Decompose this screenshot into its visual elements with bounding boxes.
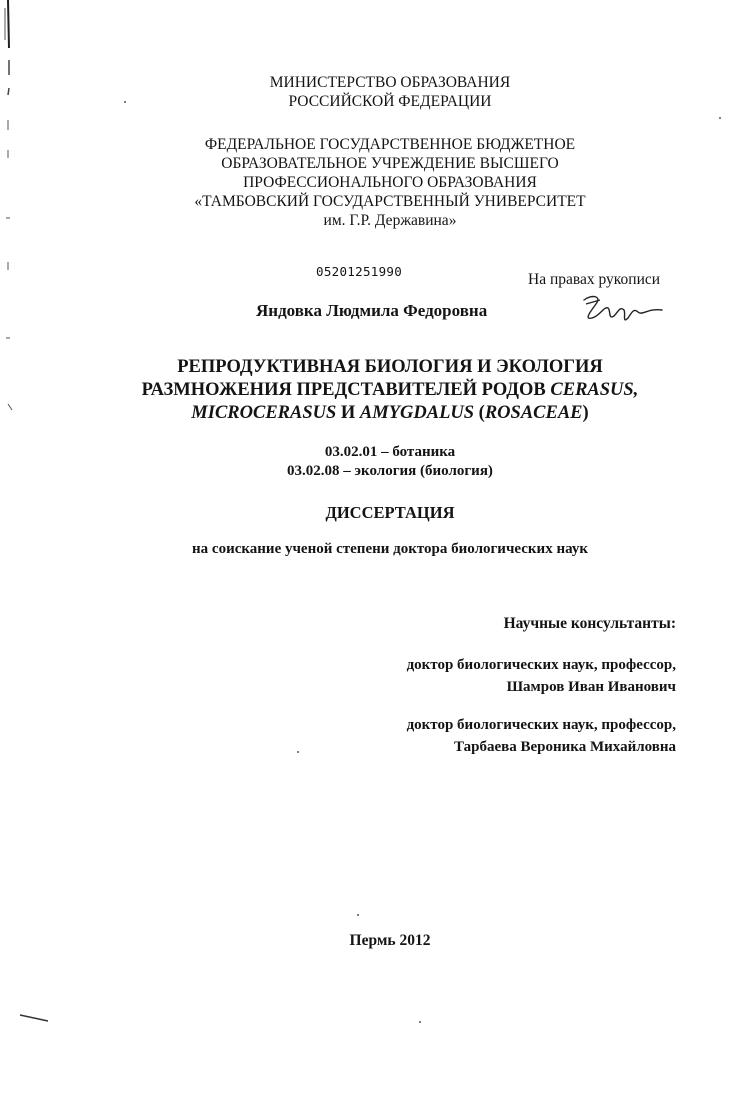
consultants-label: Научные консультанты: — [503, 615, 676, 632]
title-genus: AMYGDALUS — [359, 403, 475, 423]
university-header — [0, 135, 733, 230]
ministry-line: РОССИЙСКОЙ ФЕДЕРАЦИИ — [288, 93, 492, 110]
specialty-line: 03.02.08 – экология (биология) — [287, 463, 493, 479]
university-line: «ТАМБОВСКИЙ ГОСУДАРСТВЕННЫЙ УНИВЕРСИТЕТ — [194, 193, 586, 210]
registration-code: 05201251990 — [316, 264, 403, 279]
title-line — [0, 379, 733, 402]
title-text: И — [336, 403, 360, 423]
author-name: Яндовка Людмила Федоровна — [256, 301, 488, 320]
manuscript-rights: На правах рукописи — [528, 271, 661, 288]
university-line: ОБРАЗОВАТЕЛЬНОЕ УЧРЕЖДЕНИЕ ВЫСШЕГО — [221, 155, 559, 172]
city-year: Пермь 2012 — [349, 932, 431, 949]
ministry-line: МИНИСТЕРСТВО ОБРАЗОВАНИЯ — [269, 74, 511, 91]
title-family: ROSACEAE — [484, 403, 583, 423]
consultant-block — [407, 714, 676, 758]
title-genus: MICROCERASUS — [191, 403, 337, 423]
title-text: ) — [582, 403, 589, 423]
document-type: ДИССЕРТАЦИЯ — [325, 503, 455, 522]
dissertation-title — [0, 356, 733, 425]
consultant-name: Тарбаева Вероника Михайловна — [454, 739, 676, 755]
handwritten-signature — [578, 290, 668, 330]
consultant-name: Шамров Иван Иванович — [506, 679, 676, 695]
title-text: ( — [474, 403, 485, 423]
consultant-title: доктор биологических наук, профессор, — [406, 717, 676, 733]
university-line: им. Г.Р. Державина» — [323, 212, 457, 229]
title-line: РЕПРОДУКТИВНАЯ БИОЛОГИЯ И ЭКОЛОГИЯ — [177, 357, 603, 377]
consultant-block — [407, 654, 676, 698]
degree-line: на соискание ученой степени доктора биологических наук — [192, 541, 588, 557]
specialty-line: 03.02.01 – ботаника — [324, 444, 456, 460]
title-text: РАЗМНОЖЕНИЯ ПРЕДСТАВИТЕЛЕЙ РОДОВ — [141, 380, 551, 400]
specialties — [0, 443, 733, 481]
ministry-header — [0, 73, 733, 111]
consultant-title: доктор биологических наук, профессор, — [406, 657, 676, 673]
title-line — [0, 402, 733, 425]
title-genus: CERASUS, — [550, 380, 639, 400]
university-line: ПРОФЕССИОНАЛЬНОГО ОБРАЗОВАНИЯ — [243, 174, 537, 191]
university-line: ФЕДЕРАЛЬНОЕ ГОСУДАРСТВЕННОЕ БЮДЖЕТНОЕ — [204, 136, 576, 153]
